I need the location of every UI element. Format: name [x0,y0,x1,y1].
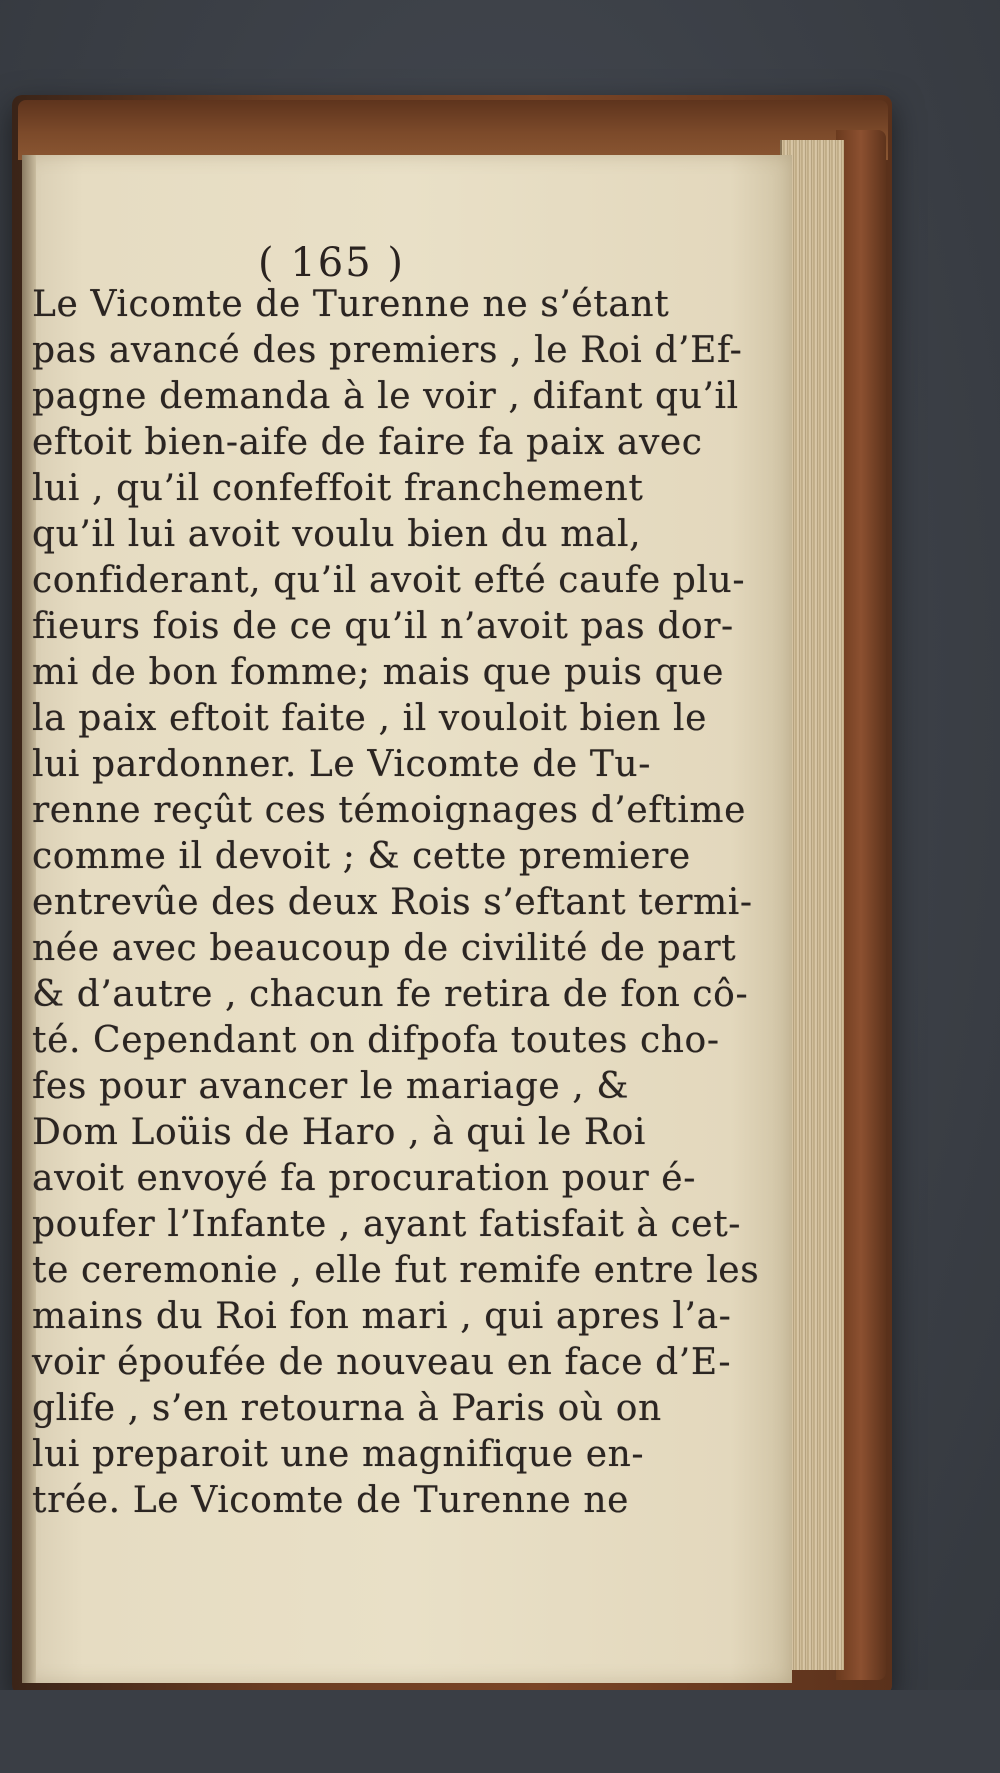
bottom-background [0,1690,1000,1773]
text-line: mains du Roi fon mari , qui apres l’a- [32,1296,732,1337]
text-line: pas avancé des premiers , le Roi d’Ef- [32,330,743,371]
text-line: te ceremonie , elle fut remife entre les [32,1250,760,1291]
text-line: fieurs fois de ce qu’il n’avoit pas dor- [32,606,734,647]
text-line: la paix eftoit faite , il vouloit bien le [32,698,707,739]
text-line: & d’autre , chacun fe retira de fon cô- [32,974,749,1015]
text-line: entrevûe des deux Rois s’eftant termi- [32,882,753,923]
text-line: qu’il lui avoit voulu bien du mal, [32,514,642,555]
text-line: eftoit bien-aife de faire fa paix avec [32,422,703,463]
text-line: trée. Le Vicomte de Turenne ne [32,1480,630,1521]
text-line: voir époufée de nouveau en face d’E- [32,1342,732,1383]
text-line: lui , qu’il confeffoit franchement [32,468,644,509]
page-text [32,282,760,1524]
book-cover-top [18,100,888,160]
text-line: née avec beaucoup de civilité de part [32,928,737,969]
text-line: fes pour avancer le mariage , & [32,1066,630,1107]
text-line: glife , s’en retourna à Paris où on [32,1388,662,1429]
page-number: ( 165 ) [258,240,405,286]
text-line: confiderant, qu’il avoit efté caufe plu- [32,560,746,601]
text-line: Le Vicomte de Turenne ne s’étant [32,284,670,325]
text-line: poufer l’Infante , ayant fatisfait à cet- [32,1204,742,1245]
text-line: comme il devoit ; & cette premiere [32,836,691,877]
text-line: mi de bon fomme; mais que puis que [32,652,724,693]
text-line: Dom Loüis de Haro , à qui le Roi [32,1112,647,1153]
text-line: renne reçût ces témoignages d’eftime [32,790,746,831]
text-line: avoit envoyé fa procuration pour é- [32,1158,696,1199]
text-line: té. Cependant on difpofa toutes cho- [32,1020,720,1061]
text-line: pagne demanda à le voir , difant qu’il [32,376,739,417]
text-line: lui pardonner. Le Vicomte de Tu- [32,744,651,785]
text-line: lui preparoit une magnifique en- [32,1434,645,1475]
